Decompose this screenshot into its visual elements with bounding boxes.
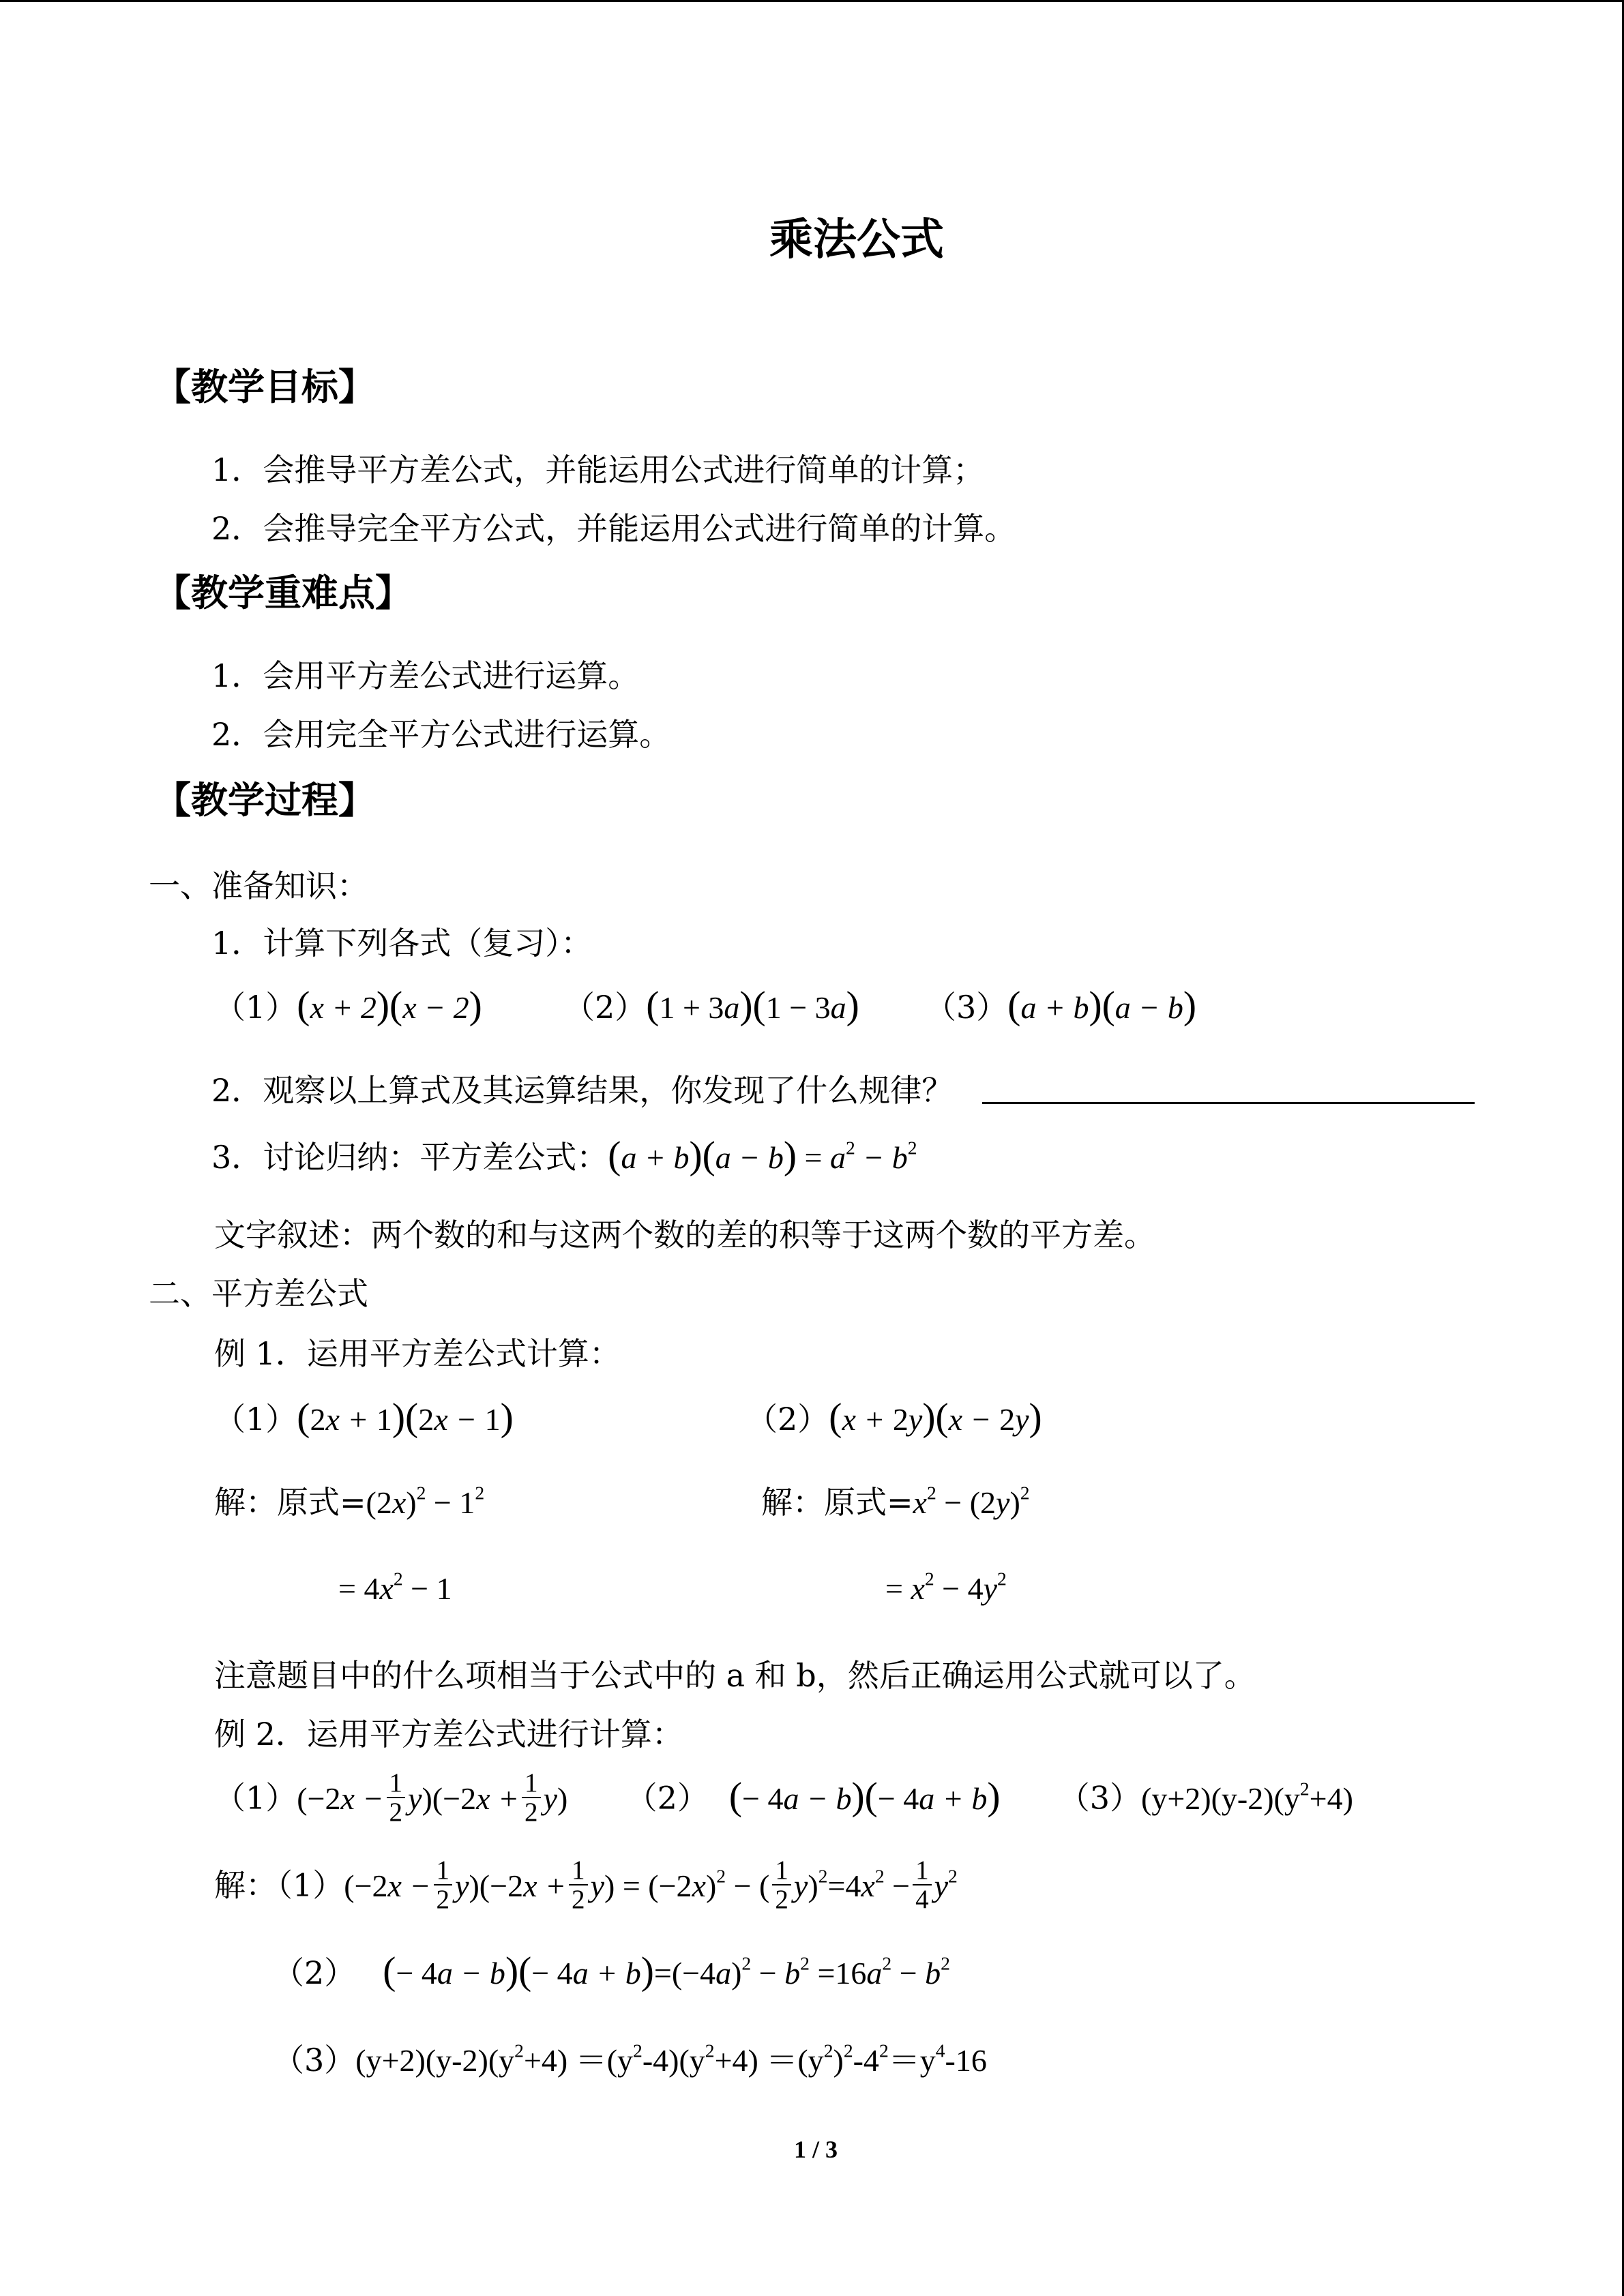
math-expression: (2x + 1)(2x − 1) (297, 1396, 514, 1439)
note-text: 注意题目中的什么项相当于公式中的 a 和 b，然后正确运用公式就可以了。 (214, 1657, 1256, 1694)
solution-label: 解：原式= (761, 1484, 913, 1521)
example-1-problem-2 (746, 1398, 1042, 1437)
math-expression: (x + 2)(x − 2) (297, 984, 482, 1027)
math-expression: (− 4a − b)(− 4a + b) (728, 1774, 1001, 1818)
exercise-label: （1） (214, 1779, 297, 1817)
part1-question-3 (211, 1136, 917, 1176)
math-expression: $(y+2)(y-2)(y^2+4) =(y^2-4)(y^2+4) =(y^2)^2-4^2=y^4-16$ (355, 2040, 987, 2078)
exercise-label: （2） (563, 989, 647, 1026)
top-border (0, 0, 1624, 2)
example-1-title: 例 1．运用平方差公式计算： (214, 1335, 621, 1372)
math-expression: (a + b)(a − b) (1007, 984, 1196, 1027)
solution-label: （3） (273, 2042, 356, 2078)
page-number: 1 / 3 (794, 2136, 838, 2163)
solution-2-step-1 (761, 1482, 1030, 1521)
math-expression: $x^2 - (2y)^2$ (913, 1482, 1030, 1520)
example-2-solution-3 (273, 2040, 987, 2078)
part2-heading: 二、平方差公式 (149, 1275, 368, 1312)
solution-label: 解：（1） (214, 1866, 344, 1904)
section-goals: 【教学目标】 (154, 365, 375, 408)
example-1-problem-1 (214, 1398, 514, 1437)
answer-blank-line (982, 1102, 1475, 1104)
math-expression: (− $4a - b)(- 4a + b)=(-4a)^2 - b^2 =16a^2 - b^2$ (383, 1950, 950, 1993)
solution-1-step-2 (338, 1568, 452, 1606)
example-2-solution-2 (273, 1952, 950, 1991)
difference-of-squares-formula: $(a + b)(a - b) = a^2 - b^2$ (608, 1134, 917, 1177)
math-expression: (−2x − $\frac{1}{2}$ y)(−2x + $\frac{1}{2}$ $y) = (-2x)^2$ − ( $\frac{1}{2}$ $y)^2=4x^2$ − $\frac{1}{4}$ $y^2$ (344, 1855, 958, 1915)
key-point-item: 2．会用完全平方公式进行运算。 (211, 716, 671, 753)
section-key-points: 【教学重难点】 (154, 571, 412, 614)
solution-1-step-1 (214, 1482, 485, 1521)
solution-label: （2） (273, 1954, 356, 1991)
formula-statement: 文字叙述：两个数的和与这两个数的差的积等于这两个数的平方差。 (214, 1217, 1155, 1253)
solution-2-step-2 (885, 1568, 1007, 1606)
example-2-title: 例 2．运用平方差公式进行计算： (214, 1716, 683, 1753)
goal-item: 1．会推导平方差公式，并能运用公式进行简单的计算； (211, 451, 985, 488)
solution-label: 解：原式= (214, 1484, 366, 1521)
math-expression: = $x^2 - 4y^2$ (885, 1568, 1007, 1606)
goal-item: 2．会推导完全平方公式，并能运用公式进行简单的计算。 (211, 510, 1016, 547)
math-expression: $(y+2)(y-2)(y^2+4)$ (1141, 1777, 1353, 1816)
part1-question-2: 2．观察以上算式及其运算结果，你发现了什么规律？ (211, 1072, 954, 1109)
exercise-label: （3） (925, 989, 1008, 1026)
exercise-label: （3） (1058, 1779, 1142, 1817)
exercise-label: （2） (625, 1779, 709, 1817)
example-2-problems (214, 1768, 1353, 1830)
question-text: 3．讨论归纳：平方差公式： (211, 1139, 608, 1176)
example-2-solution-1 (214, 1855, 958, 1918)
math-expression: (−2x − $\frac{1}{2}$ y)(−2x + $\frac{1}{2}$ y) (297, 1768, 568, 1828)
exercise-label: （1） (214, 1401, 297, 1437)
review-exercise-1 (214, 986, 482, 1026)
part1-question-1: 1．计算下列各式（复习）： (211, 925, 593, 961)
exercise-label: （1） (214, 989, 297, 1026)
key-point-item: 1．会用平方差公式进行运算。 (211, 657, 640, 694)
math-expression: (1 + 3a)(1 − 3a) (646, 984, 859, 1027)
review-exercise-3 (925, 986, 1196, 1026)
section-process: 【教学过程】 (154, 778, 375, 822)
exercise-label: （2） (746, 1401, 829, 1437)
math-expression: = $4x^2 - 1$ (338, 1568, 452, 1606)
math-expression: (x + 2y)(x − 2y) (829, 1396, 1042, 1439)
review-exercise-2 (563, 986, 859, 1026)
part1-heading: 一、准备知识： (149, 867, 368, 904)
page-title: 乘法公式 (769, 214, 944, 265)
math-expression: $(2x)^2 - 1^2$ (366, 1482, 485, 1520)
